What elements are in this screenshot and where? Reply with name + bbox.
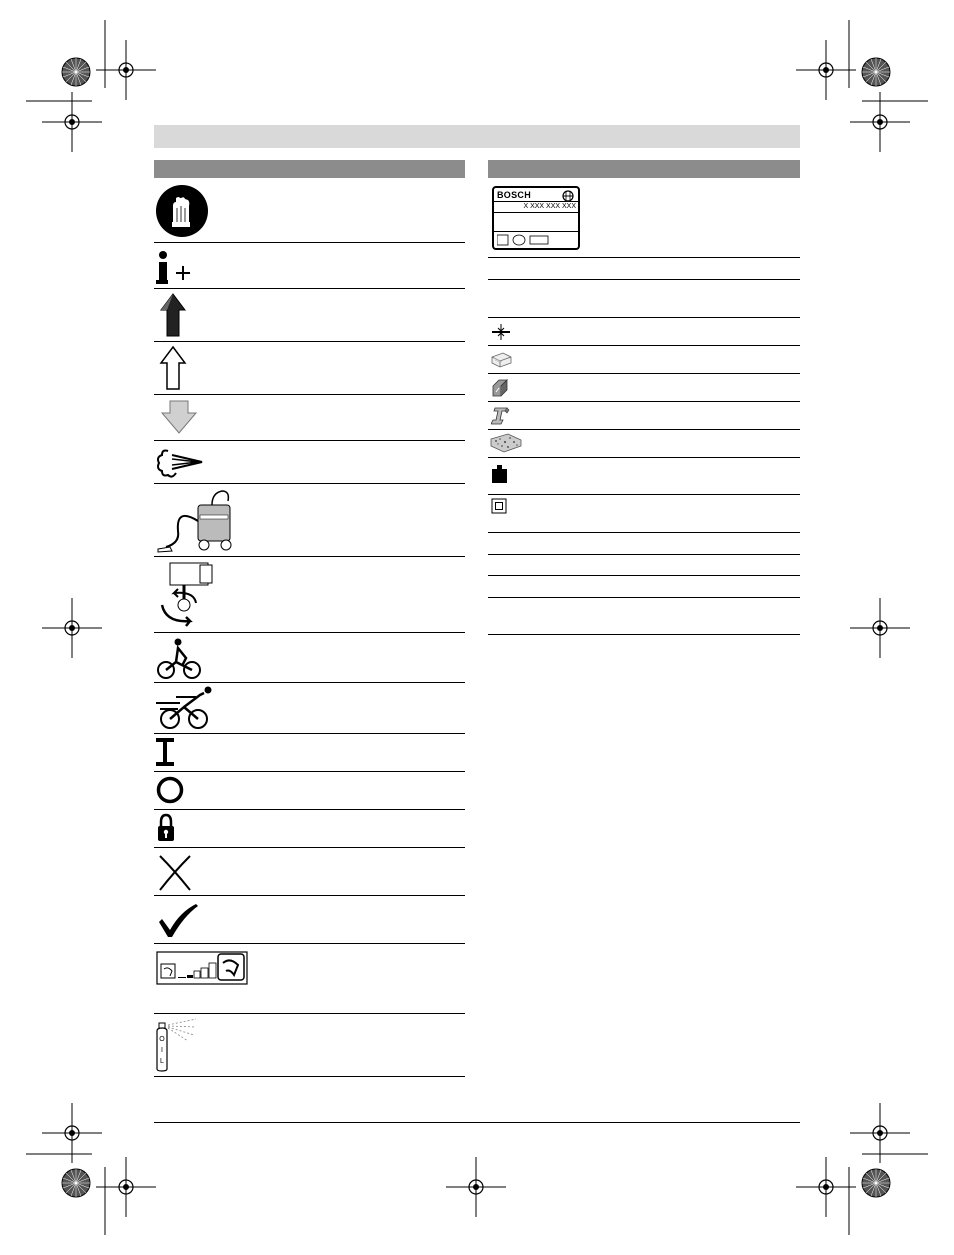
sun-mark-icon bbox=[862, 58, 890, 86]
symbol-row bbox=[488, 318, 800, 346]
nameplate-brand: BOSCH bbox=[497, 190, 532, 200]
symbol-row bbox=[488, 374, 800, 402]
symbol-row bbox=[488, 430, 800, 458]
symbol-row bbox=[154, 896, 465, 944]
symbol-row bbox=[488, 458, 800, 495]
symbol-row bbox=[488, 346, 800, 374]
dust-extractor-icon bbox=[156, 487, 236, 553]
check-correct-icon bbox=[156, 900, 200, 940]
symbol-row bbox=[154, 484, 465, 557]
protection-class-ii-icon bbox=[491, 498, 509, 516]
sun-mark-icon bbox=[62, 58, 90, 86]
protective-gloves-icon bbox=[155, 184, 209, 238]
svg-text:L: L bbox=[160, 1058, 164, 1065]
arrow-up-outline-icon bbox=[158, 345, 188, 391]
symbol-row bbox=[154, 178, 465, 243]
symbol-row bbox=[488, 495, 800, 533]
footer-rule bbox=[154, 1122, 800, 1123]
metal-icon bbox=[491, 378, 513, 398]
rule-row bbox=[488, 258, 800, 280]
steel-profile-icon bbox=[491, 406, 513, 426]
symbol-row bbox=[154, 243, 465, 289]
nameplate-number: X XXX XXX XXX bbox=[523, 203, 576, 210]
symbol-row bbox=[154, 633, 465, 683]
symbol-row bbox=[154, 289, 465, 342]
rule-row bbox=[488, 533, 800, 555]
sun-mark-icon bbox=[862, 1169, 890, 1197]
tool-rotation-icon bbox=[156, 559, 218, 629]
symbol-row bbox=[154, 810, 465, 848]
cyclist-fast-icon bbox=[156, 685, 218, 731]
right-column-header bbox=[488, 160, 800, 178]
symbol-row bbox=[154, 441, 465, 484]
svg-text:O: O bbox=[159, 1036, 165, 1043]
lock-icon bbox=[157, 813, 179, 843]
rule-row bbox=[488, 576, 800, 598]
cutting-depth-icon bbox=[491, 323, 511, 341]
symbol-row bbox=[154, 1014, 465, 1077]
symbol-row bbox=[154, 944, 465, 1014]
arrow-up-filled-icon bbox=[158, 292, 188, 338]
rule-row bbox=[488, 280, 800, 318]
symbol-row bbox=[154, 395, 465, 441]
svg-text:I: I bbox=[161, 1047, 163, 1054]
additional-info-icon bbox=[156, 251, 196, 285]
weight-icon bbox=[491, 464, 511, 488]
cyclist-slow-icon bbox=[156, 636, 204, 680]
symbol-row bbox=[488, 402, 800, 430]
symbol-row bbox=[154, 342, 465, 395]
rule-row bbox=[488, 555, 800, 576]
registration-cross-icon bbox=[850, 598, 910, 658]
cross-wrong-icon bbox=[156, 852, 196, 892]
symbol-row bbox=[154, 557, 465, 633]
registration-cross-icon bbox=[796, 1157, 856, 1217]
symbol-row bbox=[154, 772, 465, 810]
symbol-row bbox=[154, 683, 465, 734]
nameplate-row bbox=[488, 178, 800, 258]
oil-spray-icon bbox=[156, 1017, 202, 1073]
left-column-header bbox=[154, 160, 465, 178]
arrow-down-grey-icon bbox=[158, 399, 200, 437]
nameplate bbox=[492, 186, 580, 250]
symbol-row bbox=[154, 848, 465, 896]
stone-icon bbox=[490, 433, 522, 453]
level-indicator-icon bbox=[156, 949, 252, 991]
symbol-row bbox=[154, 734, 465, 772]
exhaust-air-icon bbox=[156, 445, 208, 481]
page-header-band bbox=[154, 125, 800, 148]
power-off-icon bbox=[156, 776, 186, 806]
registration-cross-icon bbox=[446, 1157, 506, 1217]
registration-cross-icon bbox=[796, 40, 856, 100]
rule-row bbox=[488, 598, 800, 635]
power-on-icon bbox=[156, 738, 180, 768]
wood-icon bbox=[491, 351, 513, 369]
registration-cross-icon bbox=[42, 598, 102, 658]
sun-mark-icon bbox=[62, 1169, 90, 1197]
nameplate-fields-icon bbox=[497, 234, 567, 248]
